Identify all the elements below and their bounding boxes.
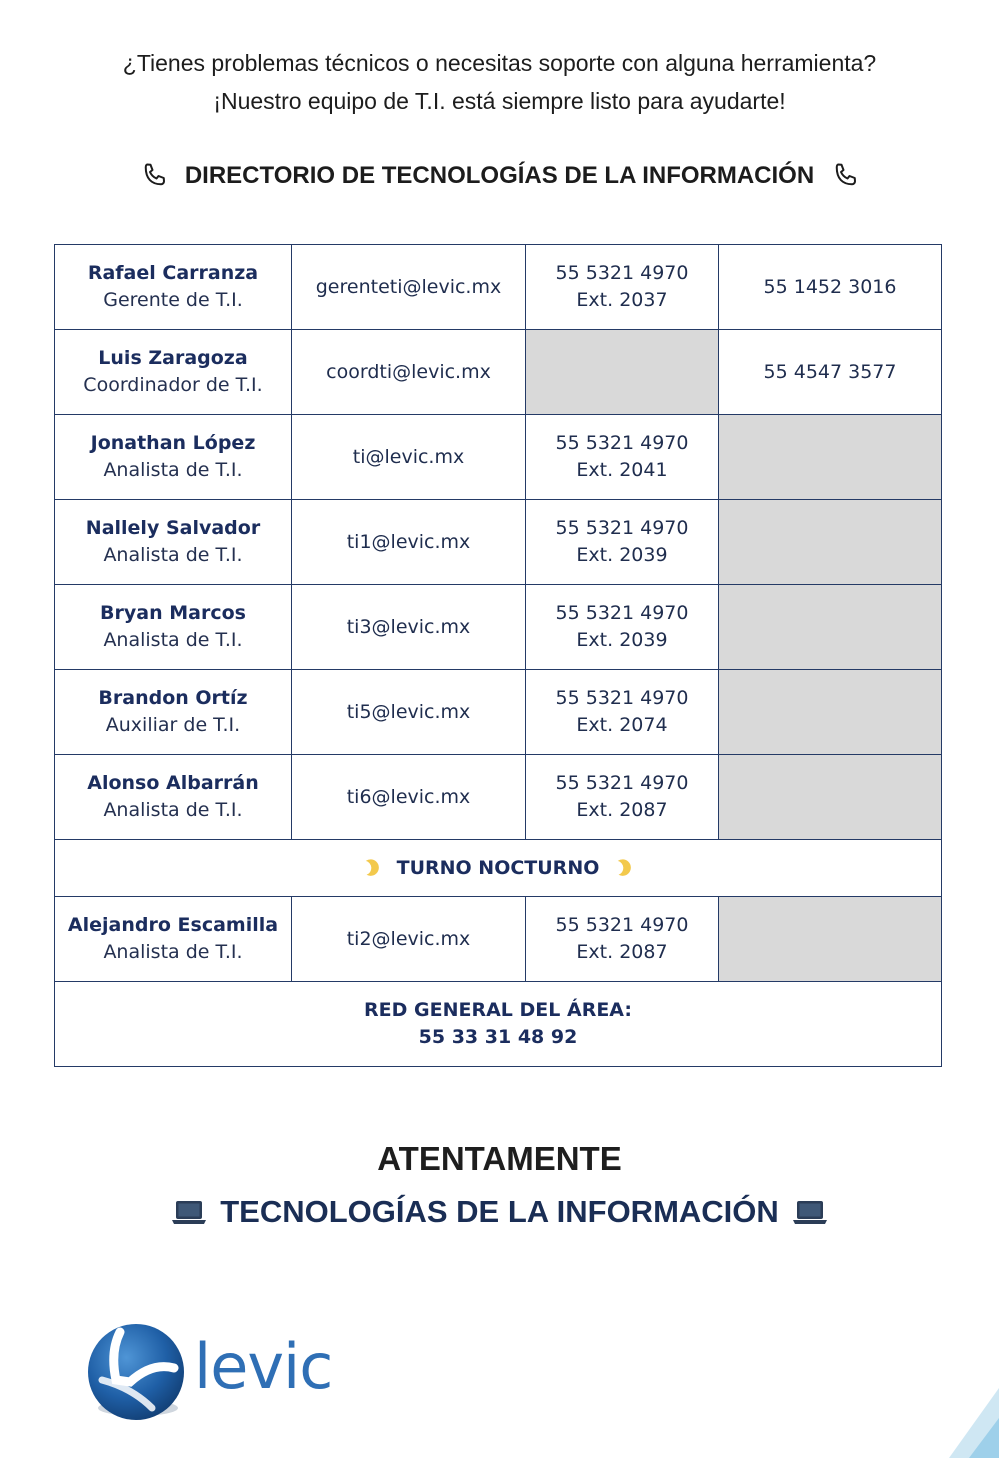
staff-name: Alejandro Escamilla	[67, 914, 279, 936]
staff-phone-cell	[526, 897, 719, 982]
empty-mobile-cell	[719, 755, 942, 840]
empty-phone-cell	[526, 330, 719, 415]
table-row	[55, 585, 942, 670]
staff-email[interactable]: gerenteti@levic.mx	[292, 245, 526, 330]
staff-name-cell	[55, 755, 292, 840]
staff-name-cell	[55, 415, 292, 500]
intro-text	[0, 44, 999, 120]
staff-role: Coordinador de T.I.	[83, 374, 263, 396]
table-row	[55, 245, 942, 330]
staff-email[interactable]: coordti@levic.mx	[292, 330, 526, 415]
staff-ext: Ext. 2074	[576, 714, 668, 736]
staff-name: Nallely Salvador	[85, 517, 261, 539]
staff-name-cell	[55, 897, 292, 982]
staff-phone-cell	[526, 755, 719, 840]
staff-name: Brandon Ortíz	[98, 687, 248, 709]
table-row	[55, 500, 942, 585]
table-row	[55, 897, 942, 982]
staff-phone-cell	[526, 245, 719, 330]
staff-name: Luis Zaragoza	[98, 347, 248, 369]
staff-ext: Ext. 2039	[576, 544, 668, 566]
staff-role: Gerente de T.I.	[103, 289, 243, 311]
staff-role: Auxiliar de T.I.	[105, 714, 241, 736]
staff-role: Analista de T.I.	[103, 799, 243, 821]
staff-role: Analista de T.I.	[103, 629, 243, 651]
staff-email[interactable]: ti@levic.mx	[292, 415, 526, 500]
crescent-moon-icon	[361, 857, 383, 879]
table-row	[55, 415, 942, 500]
staff-phone[interactable]: 55 5321 4970	[555, 772, 689, 794]
closing-department	[0, 1190, 999, 1234]
staff-phone[interactable]: 55 5321 4970	[555, 602, 689, 624]
table-row	[55, 755, 942, 840]
staff-ext: Ext. 2041	[576, 459, 668, 481]
directory-header	[0, 156, 999, 196]
staff-ext: Ext. 2087	[576, 799, 668, 821]
general-number-row	[55, 982, 942, 1067]
empty-mobile-cell	[719, 415, 942, 500]
laptop-icon	[791, 1197, 829, 1227]
general-number-cell	[55, 982, 942, 1067]
staff-phone[interactable]: 55 5321 4970	[555, 687, 689, 709]
staff-mobile[interactable]: 55 4547 3577	[719, 330, 942, 415]
intro-line-2: ¡Nuestro equipo de T.I. está siempre listo para ayudarte!	[213, 88, 786, 114]
staff-role: Analista de T.I.	[103, 941, 243, 963]
staff-email[interactable]: ti5@levic.mx	[292, 670, 526, 755]
general-number[interactable]: 55 33 31 48 92	[418, 1026, 578, 1048]
staff-phone-cell	[526, 415, 719, 500]
staff-name: Bryan Marcos	[100, 602, 246, 624]
staff-role: Analista de T.I.	[103, 544, 243, 566]
table-row	[55, 330, 942, 415]
staff-ext: Ext. 2087	[576, 941, 668, 963]
staff-name-cell	[55, 245, 292, 330]
closing-department-title: TECNOLOGÍAS DE LA INFORMACIÓN	[220, 1194, 779, 1229]
levic-logo	[82, 1322, 342, 1432]
staff-mobile[interactable]: 55 1452 3016	[719, 245, 942, 330]
staff-ext: Ext. 2037	[576, 289, 668, 311]
staff-phone[interactable]: 55 5321 4970	[555, 432, 689, 454]
night-shift-label: TURNO NOCTURNO	[396, 856, 600, 879]
staff-phone[interactable]: 55 5321 4970	[555, 517, 689, 539]
staff-ext: Ext. 2039	[576, 629, 668, 651]
intro-line-1: ¿Tienes problemas técnicos o necesitas soporte con alguna herramienta?	[122, 50, 877, 76]
table-row	[55, 670, 942, 755]
corner-decoration	[889, 1368, 999, 1458]
staff-phone-cell	[526, 585, 719, 670]
staff-name-cell	[55, 330, 292, 415]
directory-table	[54, 244, 942, 1067]
staff-email[interactable]: ti1@levic.mx	[292, 500, 526, 585]
levic-logo-sphere	[82, 1322, 194, 1426]
empty-mobile-cell	[719, 585, 942, 670]
staff-name: Jonathan López	[90, 432, 256, 454]
staff-name-cell	[55, 585, 292, 670]
directory-title: DIRECTORIO DE TECNOLOGÍAS DE LA INFORMACIÓN	[184, 162, 815, 189]
general-number-label: RED GENERAL DEL ÁREA:	[364, 999, 632, 1021]
closing-text: ATENTAMENTE	[377, 1140, 622, 1177]
empty-mobile-cell	[719, 897, 942, 982]
laptop-icon	[170, 1197, 208, 1227]
staff-phone-cell	[526, 500, 719, 585]
staff-name: Alonso Albarrán	[87, 772, 259, 794]
crescent-moon-icon	[613, 857, 635, 879]
night-shift-cell	[55, 840, 942, 897]
staff-phone[interactable]: 55 5321 4970	[555, 262, 689, 284]
staff-name: Rafael Carranza	[87, 262, 259, 284]
empty-mobile-cell	[719, 500, 942, 585]
phone-icon	[830, 161, 860, 191]
staff-phone[interactable]: 55 5321 4970	[555, 914, 689, 936]
levic-logo-text: levic	[194, 1330, 333, 1403]
night-shift-row	[55, 840, 942, 897]
staff-role: Analista de T.I.	[103, 459, 243, 481]
staff-phone-cell	[526, 670, 719, 755]
staff-email[interactable]: ti6@levic.mx	[292, 755, 526, 840]
staff-email[interactable]: ti3@levic.mx	[292, 585, 526, 670]
empty-mobile-cell	[719, 670, 942, 755]
staff-email[interactable]: ti2@levic.mx	[292, 897, 526, 982]
phone-icon	[139, 161, 169, 191]
staff-name-cell	[55, 500, 292, 585]
staff-name-cell	[55, 670, 292, 755]
